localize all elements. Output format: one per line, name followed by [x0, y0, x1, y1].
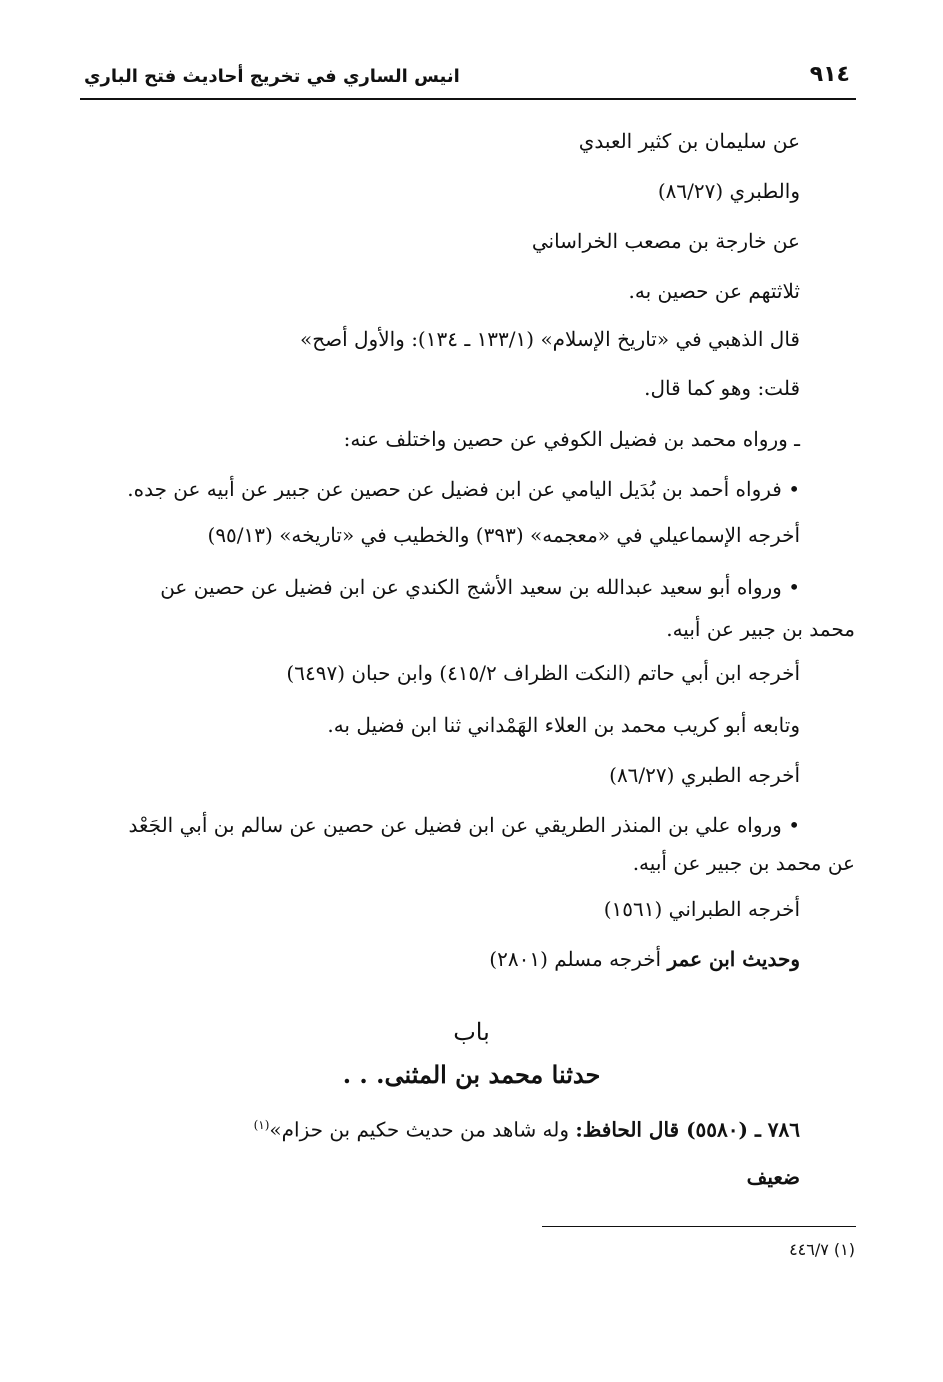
running-title: انيس الساري في تخريج أحاديث فتح الباري	[84, 66, 460, 87]
text-line	[489, 944, 800, 974]
text-line: • ورواه علي بن المنذر الطريقي عن ابن فضيل عن حصين عن سالم بن أبي الجَعْد	[128, 813, 800, 837]
section-subtitle: حدثنا محمد بن المثنى. . .	[342, 1060, 601, 1089]
text-line: والطبري (٨٦/٢٧)	[657, 179, 800, 203]
hadith-grade: ضعيف	[746, 1165, 800, 1189]
text-line: أخرجه ابن أبي حاتم (النكت الظراف ٤١٥/٢) وابن حبان (٦٤٩٧)	[286, 661, 800, 685]
section-heading: باب	[453, 1018, 490, 1046]
text-line: ـ ورواه محمد بن فضيل الكوفي عن حصين واختلف عنه:	[343, 427, 800, 451]
text-line: • ورواه أبو سعيد عبدالله بن سعيد الأشج الكندي عن ابن فضيل عن حصين عن	[160, 575, 800, 599]
text-line: ثلاثتهم عن حصين به.	[628, 279, 800, 303]
text-line: قال الذهبي في «تاريخ الإسلام» (١٣٣/١ ـ ١٣٤): والأول أصح»	[299, 327, 800, 351]
footnote-divider	[542, 1226, 856, 1227]
text-line: قلت: وهو كما قال.	[644, 376, 800, 400]
text-line: وتابعه أبو كريب محمد بن العلاء الهَمْداني ثنا ابن فضيل به.	[327, 713, 800, 737]
text-span: أخرجه مسلم (٢٨٠١)	[489, 947, 668, 971]
hadith-text: وله شاهد من حديث حكيم بن حزام»	[269, 1117, 576, 1142]
footnote: (١) ٤٤٦/٧	[789, 1240, 855, 1259]
page-number: ٩١٤	[809, 62, 850, 87]
text-line: عن خارجة بن مصعب الخراساني	[531, 229, 800, 253]
text-line: أخرجه الطبراني (١٥٦١)	[603, 897, 800, 921]
text-line: • فرواه أحمد بن بُدَيل اليامي عن ابن فضيل عن حصين عن جبير عن أبيه عن جده.	[127, 477, 800, 501]
footnote-ref: (١)	[253, 1118, 270, 1132]
page-header	[80, 58, 856, 100]
bold-phrase: وحديث ابن عمر	[667, 947, 800, 971]
hadith-line	[254, 1110, 800, 1145]
text-line: محمد بن جبير عن أبيه.	[666, 617, 855, 641]
text-line: عن محمد بن جبير عن أبيه.	[632, 851, 855, 875]
text-line: أخرجه الإسماعيلي في «معجمه» (٣٩٣) والخطيب في «تاريخه» (٩٥/١٣)	[207, 523, 800, 547]
text-line: أخرجه الطبري (٨٦/٢٧)	[609, 763, 800, 787]
text-line: عن سليمان بن كثير العبدي	[578, 129, 800, 153]
hadith-number: ٧٨٦ ـ (٥٥٨٠) قال الحافظ:	[575, 1117, 800, 1142]
